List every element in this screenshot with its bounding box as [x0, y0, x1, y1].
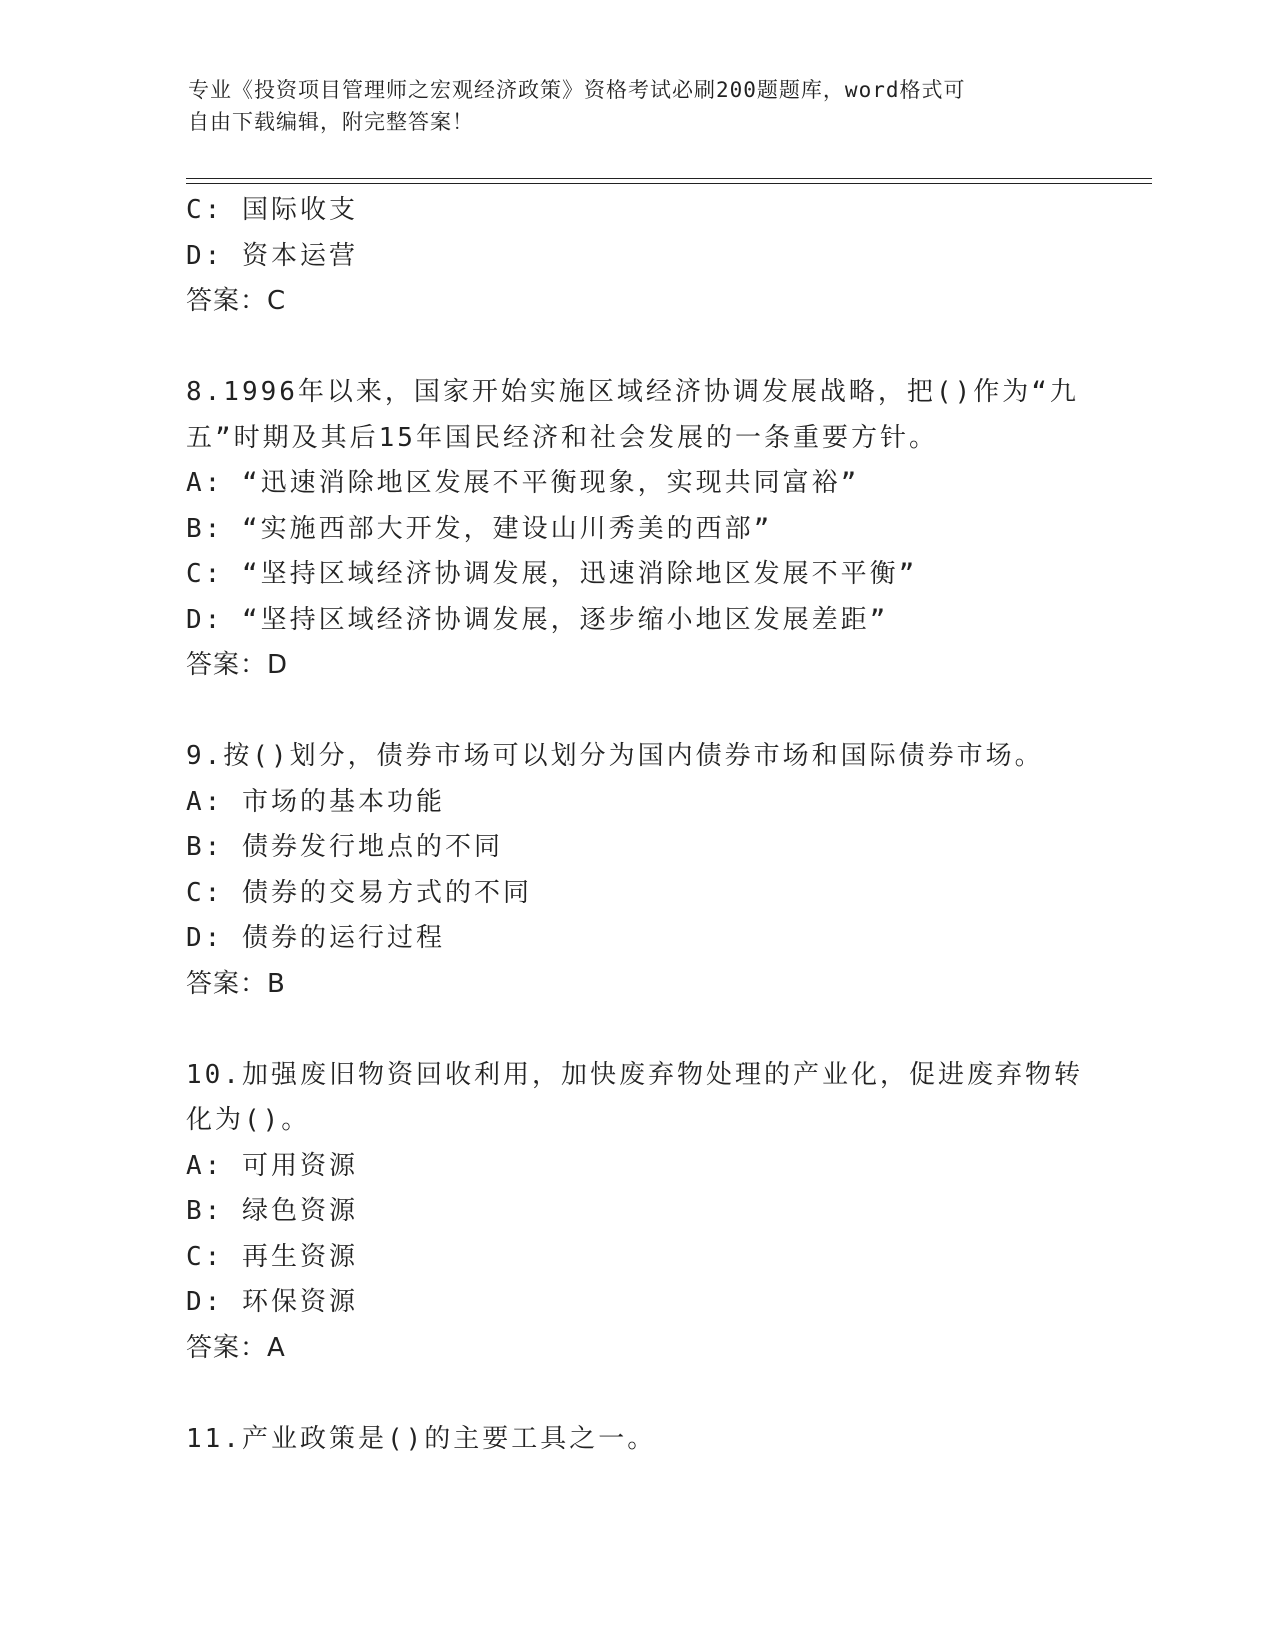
q9-stem-line-1: 9.按()划分，债券市场可以划分为国内债券市场和国际债券市场。 — [186, 741, 1044, 771]
q9-option-c: C: 债券的交易方式的不同 — [186, 877, 532, 908]
q8-answer: 答案：D — [186, 650, 289, 680]
q7-option-d: D: 资本运营 — [186, 240, 358, 271]
header-divider-top — [186, 178, 1152, 179]
document-body — [186, 188, 1086, 1462]
q9-option-a: A: 市场的基本功能 — [186, 786, 445, 817]
q10-stem-line-1: 10.加强废旧物资回收利用，加快废弃物处理的产业化，促进废弃物转 — [186, 1059, 1083, 1090]
q7-answer: 答案：C — [186, 286, 287, 316]
q8-option-d: D: “坚持区域经济协调发展，逐步缩小地区发展差距” — [186, 604, 889, 635]
q8-option-b: B: “实施西部大开发，建设山川秀美的西部” — [186, 513, 773, 544]
page-header — [188, 74, 1088, 138]
header-line-1: 专业《投资项目管理师之宏观经济政策》资格考试必刷200题题库，word格式可 — [188, 78, 966, 102]
q10-stem-line-2: 化为()。 — [186, 1105, 311, 1135]
q8-stem-line-2: 五”时期及其后15年国民经济和社会发展的一条重要方针。 — [186, 422, 938, 453]
header-line-2: 自由下载编辑，附完整答案！ — [188, 110, 474, 134]
q10-option-c: C: 再生资源 — [186, 1241, 358, 1272]
q9-answer: 答案：B — [186, 968, 286, 999]
q10-option-a: A: 可用资源 — [186, 1150, 358, 1181]
q8-option-a: A: “迅速消除地区发展不平衡现象，实现共同富裕” — [186, 468, 860, 498]
q9-option-d: D: 债券的运行过程 — [186, 923, 445, 953]
q10-option-d: D: 环保资源 — [186, 1287, 358, 1317]
q11-stem-line-1: 11.产业政策是()的主要工具之一。 — [186, 1423, 657, 1454]
q7-option-c: C: 国际收支 — [186, 195, 358, 225]
q10-answer: 答案：A — [186, 1332, 286, 1363]
q9-option-b: B: 债券发行地点的不同 — [186, 832, 503, 862]
q8-stem-line-1: 8.1996年以来，国家开始实施区域经济协调发展战略，把()作为“九 — [186, 377, 1079, 407]
q8-option-c: C: “坚持区域经济协调发展，迅速消除地区发展不平衡” — [186, 559, 918, 589]
q10-option-b: B: 绿色资源 — [186, 1196, 358, 1226]
header-divider-bottom — [186, 183, 1152, 184]
